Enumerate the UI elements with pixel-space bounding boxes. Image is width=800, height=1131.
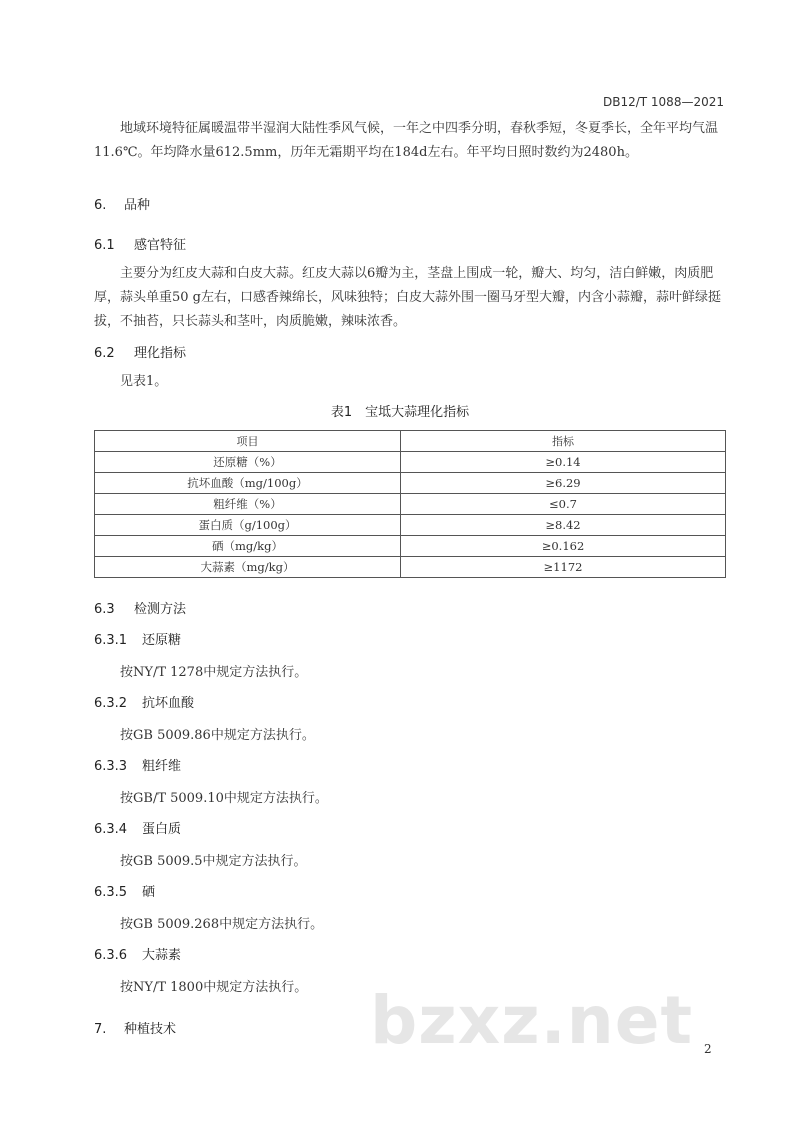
section-title: 种植技术: [124, 1022, 177, 1037]
value-cell: ≥6.29: [401, 473, 726, 494]
method-text: 按GB 5009.86中规定方法执行。: [120, 728, 315, 743]
section-6-3-3-heading: [94, 755, 181, 774]
section-number: 6.3: [94, 602, 115, 617]
section-title: 抗坏血酸: [142, 696, 195, 711]
method-text: 按NY/T 1278中规定方法执行。: [120, 665, 308, 680]
section-title: 还原糖: [142, 633, 182, 648]
section-number: 6.3.3: [94, 759, 128, 774]
item-cell: 硒（mg/kg）: [95, 536, 401, 557]
physicochemical-table: [94, 430, 726, 578]
table-header-row: [95, 431, 726, 452]
item-cell: 粗纤维（%）: [95, 494, 401, 515]
section-number: 6.1: [94, 238, 115, 253]
sensory-paragraph: 主要分为红皮大蒜和白皮大蒜。红皮大蒜以6瓣为主，茎盘上围成一轮，瓣大、均匀，洁白鲜嫩，肉质肥厚，蒜头单重50 g左右，口感香辣绵长，风味独特；白皮大蒜外围一圈马牙型大瓣，内含小蒜瓣，蒜叶鲜绿挺拔，不抽苔，只长蒜头和茎叶，肉质脆嫩，辣味浓香。: [94, 266, 721, 329]
section-title: 大蒜素: [142, 948, 182, 963]
section-number: 7.: [94, 1022, 107, 1037]
section-6-3-4-heading: [94, 818, 181, 837]
section-6-3-1-heading: [94, 629, 181, 648]
value-cell: ≥1172: [401, 557, 726, 578]
intro-paragraph: 地域环境特征属暖温带半湿润大陆性季风气候，一年之中四季分明，春秋季短，冬夏季长，全年平均气温11.6℃。年均降水量612.5mm，历年无霜期平均在184d左右。年平均日照时数约为2480h。: [94, 121, 719, 160]
table-reference: 见表1。: [120, 374, 168, 389]
item-cell: 还原糖（%）: [95, 452, 401, 473]
page-number: 2: [704, 1042, 712, 1056]
item-cell: 蛋白质（g/100g）: [95, 515, 401, 536]
section-6-1-heading: [94, 234, 186, 253]
section-6-3-5-heading: [94, 881, 155, 900]
table-row: [95, 557, 726, 578]
section-title: 检测方法: [134, 602, 187, 617]
section-6-3-6-heading: [94, 944, 181, 963]
section-number: 6.3.2: [94, 696, 128, 711]
table-row: [95, 536, 726, 557]
section-number: 6.: [94, 198, 107, 213]
section-title: 感官特征: [134, 238, 187, 253]
value-cell: ≥0.162: [401, 536, 726, 557]
section-number: 6.3.6: [94, 948, 128, 963]
section-number: 6.3.4: [94, 822, 128, 837]
table-row: [95, 515, 726, 536]
section-6-3-2-heading: [94, 692, 194, 711]
section-title: 粗纤维: [142, 759, 182, 774]
section-6-3-heading: [94, 598, 186, 617]
section-6-heading: [94, 194, 150, 213]
section-title: 蛋白质: [142, 822, 182, 837]
column-header-index: 指标: [401, 431, 726, 452]
column-header-item: 项目: [95, 431, 401, 452]
section-title: 理化指标: [134, 346, 187, 361]
section-title: 品种: [124, 198, 151, 213]
section-number: 6.3.5: [94, 885, 128, 900]
section-number: 6.3.1: [94, 633, 128, 648]
method-text: 按GB 5009.268中规定方法执行。: [120, 917, 324, 932]
item-cell: 抗坏血酸（mg/100g）: [95, 473, 401, 494]
section-number: 6.2: [94, 346, 115, 361]
table-row: [95, 452, 726, 473]
table-caption: 表1 宝坻大蒜理化指标: [330, 405, 470, 420]
method-text: 按NY/T 1800中规定方法执行。: [120, 980, 308, 995]
item-cell: 大蒜素（mg/kg）: [95, 557, 401, 578]
table-row: [95, 473, 726, 494]
table-row: [95, 494, 726, 515]
value-cell: ≥8.42: [401, 515, 726, 536]
section-6-2-heading: [94, 342, 186, 361]
method-text: 按GB 5009.5中规定方法执行。: [120, 854, 307, 869]
section-7-heading: [94, 1018, 176, 1037]
section-title: 硒: [142, 885, 156, 900]
method-text: 按GB/T 5009.10中规定方法执行。: [120, 791, 328, 806]
watermark: bzxz.net: [370, 982, 694, 1059]
value-cell: ≤0.7: [401, 494, 726, 515]
standard-code: DB12/T 1088—2021: [602, 95, 724, 109]
value-cell: ≥0.14: [401, 452, 726, 473]
